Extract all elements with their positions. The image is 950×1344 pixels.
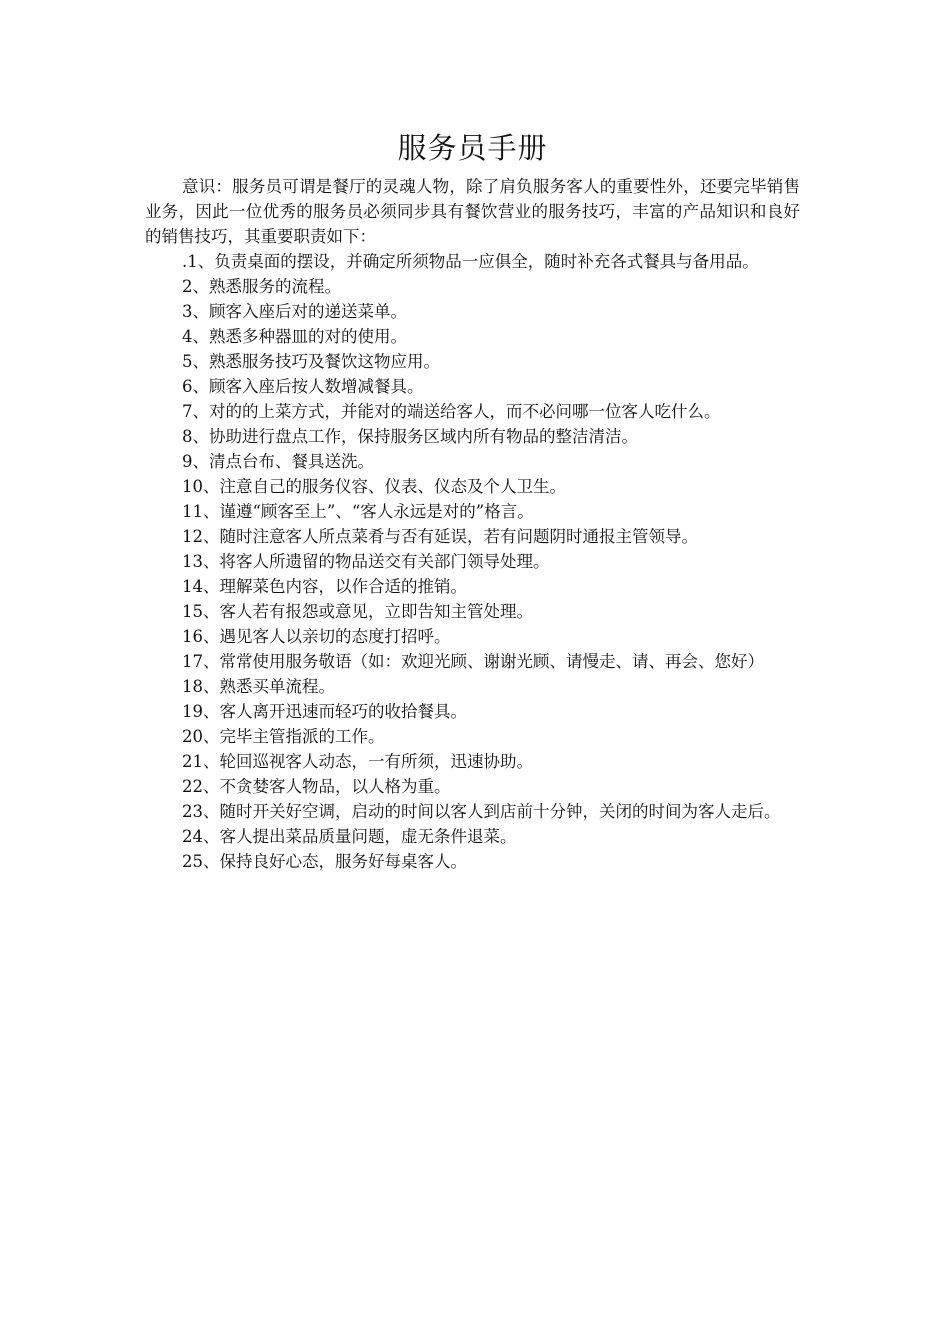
list-item: 15、客人若有报怨或意见，立即告知主管处理。 (182, 602, 533, 621)
list-item: 25、保持良好心态，服务好每桌客人。 (182, 852, 467, 871)
list-item: 19、客人离开迅速而轻巧的收拾餐具。 (182, 702, 467, 721)
list-item: 24、客人提出菜品质量问题，虚无条件退菜。 (182, 827, 517, 846)
list-item: 6、顾客入座后按人数增减餐具。 (182, 377, 424, 396)
list-item: 2、熟悉服务的流程。 (182, 277, 341, 296)
list-item: 21、轮回巡视客人动态，一有所须，迅速协助。 (182, 752, 533, 771)
list-item: 13、将客人所遗留的物品送交有关部门领导处理。 (182, 552, 550, 571)
list-item: 11、谨遵“顾客至上”、“客人永远是对的”格言。 (182, 502, 534, 521)
page-title: 服务员手册 (397, 131, 548, 165)
list-item: 18、熟悉买单流程。 (182, 677, 335, 696)
list-item: 7、对的的上菜方式，并能对的端送给客人，而不必问哪一位客人吃什么。 (182, 402, 721, 421)
list-item: 12、随时注意客人所点菜肴与否有延误，若有问题阴时通报主管领导。 (182, 527, 698, 546)
list-item: 16、遇见客人以亲切的态度打招呼。 (182, 627, 451, 646)
document-body (145, 128, 800, 874)
list-item: 10、注意自己的服务仪容、仪表、仪态及个人卫生。 (182, 477, 566, 496)
list-item: 23、随时开关好空调，启动的时间以客人到店前十分钟，关闭的时间为客人走后。 (182, 802, 781, 821)
list-item: 8、协助进行盘点工作，保持服务区域内所有物品的整洁清洁。 (182, 427, 638, 446)
list-item: .1、负责桌面的摆设，并确定所须物品一应俱全，随时补充各式餐具与备用品。 (182, 252, 759, 271)
list-item: 14、理解菜色内容，以作合适的推销。 (182, 577, 467, 596)
list-item: 22、不贪婪客人物品，以人格为重。 (182, 777, 451, 796)
intro-paragraph: 意识：服务员可谓是餐厅的灵魂人物，除了肩负服务客人的重要性外，还要完毕销售业务，因此一位优秀的服务员必须同步具有餐饮营业的服务技巧，丰富的产品知识和良好的销售技巧，其重要职责如下： (145, 177, 800, 246)
list-item: 9、清点台布、餐具送洗。 (182, 452, 374, 471)
list-item: 4、熟悉多种器皿的对的使用。 (182, 327, 407, 346)
list-item: 3、顾客入座后对的递送菜单。 (182, 302, 407, 321)
list-item: 5、熟悉服务技巧及餐饮这物应用。 (182, 352, 440, 371)
list-item: 20、完毕主管指派的工作。 (182, 727, 385, 746)
duty-list (145, 249, 800, 874)
list-item: 17、常常使用服务敬语（如：欢迎光顾、谢谢光顾、请慢走、请、再会、您好） (182, 652, 764, 671)
